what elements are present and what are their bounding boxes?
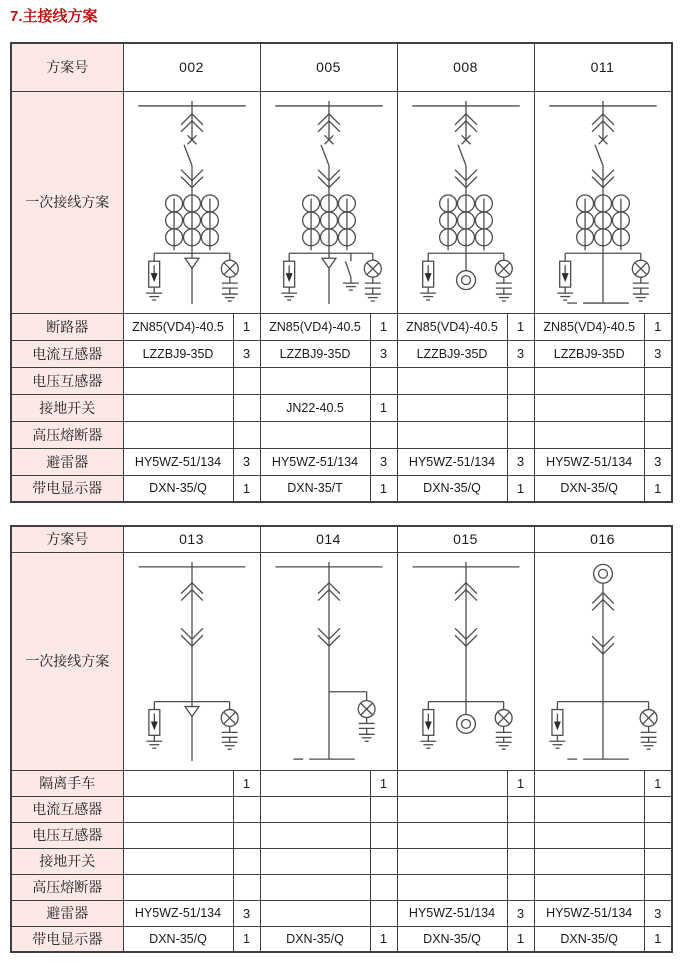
scheme-number-014: 014	[260, 526, 397, 552]
model-cell: HY5WZ-51/134	[123, 448, 233, 475]
qty-cell	[233, 874, 260, 900]
qty-cell	[370, 367, 397, 394]
scheme-number-002: 002	[123, 43, 260, 91]
ground-icon	[495, 294, 511, 301]
model-cell: JN22-40.5	[260, 394, 370, 421]
model-cell	[260, 770, 370, 796]
live-display-lamp-icon	[640, 702, 657, 727]
component-label: 避雷器	[11, 900, 123, 926]
scheme-no-header: 方案号	[11, 526, 123, 552]
feeder-triangle-icon	[185, 258, 199, 268]
qty-cell: 3	[233, 340, 260, 367]
model-cell: DXN-35/Q	[123, 475, 233, 502]
component-label: 接地开关	[11, 848, 123, 874]
one-line-diagram-cell-013	[123, 552, 260, 770]
model-cell	[397, 822, 507, 848]
model-cell: DXN-35/Q	[397, 475, 507, 502]
scheme-number-005: 005	[260, 43, 397, 91]
ground-icon	[640, 742, 656, 749]
live-display-lamp-icon	[364, 253, 381, 277]
model-cell: DXN-35/Q	[260, 926, 370, 952]
ground-icon	[549, 741, 565, 748]
model-cell: DXN-35/Q	[123, 926, 233, 952]
cable-terminal-icon	[456, 271, 475, 290]
live-display-lamp-icon	[221, 702, 238, 727]
qty-cell: 1	[507, 926, 534, 952]
qty-cell	[233, 848, 260, 874]
capacitor-icon	[221, 732, 237, 737]
scheme-table-1	[10, 42, 673, 503]
component-label: 高压熔断器	[11, 421, 123, 448]
qty-cell	[233, 421, 260, 448]
one-line-diagram-cell-014	[260, 552, 397, 770]
model-cell: DXN-35/Q	[534, 475, 644, 502]
model-cell: DXN-35/T	[260, 475, 370, 502]
live-display-lamp-icon	[495, 702, 512, 727]
qty-cell: 1	[370, 475, 397, 502]
qty-cell	[644, 822, 671, 848]
qty-cell	[644, 796, 671, 822]
qty-cell	[507, 394, 534, 421]
ground-icon	[557, 293, 573, 300]
model-cell	[260, 900, 370, 926]
scheme-number-013: 013	[123, 526, 260, 552]
capacitor-icon	[364, 283, 380, 288]
component-label: 电流互感器	[11, 796, 123, 822]
qty-cell: 3	[233, 900, 260, 926]
ground-icon	[146, 293, 162, 300]
surge-arrester-icon	[559, 253, 570, 293]
ground-icon	[281, 293, 297, 300]
model-cell	[397, 796, 507, 822]
busbar	[275, 562, 382, 567]
ground-icon	[146, 741, 162, 748]
capacitor-icon	[495, 283, 511, 288]
qty-cell: 3	[644, 448, 671, 475]
qty-cell	[644, 848, 671, 874]
qty-cell	[507, 796, 534, 822]
model-cell	[260, 796, 370, 822]
one-line-diagram-008	[398, 92, 534, 312]
scheme-no-header: 方案号	[11, 43, 123, 91]
busbar	[549, 101, 657, 106]
model-cell	[397, 421, 507, 448]
one-line-diagram-014	[261, 553, 397, 769]
model-cell: HY5WZ-51/134	[260, 448, 370, 475]
component-label: 避雷器	[11, 448, 123, 475]
capacitor-icon	[640, 732, 656, 737]
model-cell: DXN-35/Q	[534, 926, 644, 952]
qty-cell: 1	[233, 313, 260, 340]
qty-cell	[644, 367, 671, 394]
qty-cell: 3	[644, 900, 671, 926]
busbar	[275, 101, 383, 106]
component-label: 隔离手车	[11, 770, 123, 796]
model-cell	[397, 848, 507, 874]
model-cell	[260, 421, 370, 448]
scheme-number-016: 016	[534, 526, 672, 552]
one-line-diagram-cell-002	[123, 91, 260, 313]
qty-cell: 3	[233, 448, 260, 475]
qty-cell: 1	[233, 475, 260, 502]
qty-cell: 1	[370, 770, 397, 796]
qty-cell: 3	[507, 448, 534, 475]
surge-arrester-icon	[422, 253, 433, 293]
circuit-breaker-icon	[458, 135, 470, 165]
diagram-row-label: 一次接线方案	[11, 552, 123, 770]
qty-cell: 3	[507, 340, 534, 367]
qty-cell	[507, 848, 534, 874]
cable-terminal-icon	[593, 564, 612, 583]
qty-cell: 3	[507, 900, 534, 926]
model-cell: LZZBJ9-35D	[534, 340, 644, 367]
qty-cell	[233, 822, 260, 848]
qty-cell	[644, 421, 671, 448]
ground-icon	[221, 294, 237, 301]
qty-cell: 1	[644, 926, 671, 952]
model-cell	[260, 367, 370, 394]
page-title: 7.主接线方案	[10, 8, 98, 25]
model-cell: ZN85(VD4)-40.5	[260, 313, 370, 340]
qty-cell	[370, 421, 397, 448]
model-cell: HY5WZ-51/134	[123, 900, 233, 926]
circuit-breaker-icon	[595, 135, 607, 165]
qty-cell	[507, 367, 534, 394]
live-display-lamp-icon	[358, 692, 375, 718]
qty-cell: 1	[644, 475, 671, 502]
busbar	[138, 562, 245, 567]
model-cell	[123, 770, 233, 796]
one-line-diagram-011	[535, 92, 671, 312]
one-line-diagram-cell-011	[534, 91, 672, 313]
qty-cell	[507, 822, 534, 848]
model-cell	[260, 848, 370, 874]
ground-icon	[221, 742, 237, 749]
capacitor-icon	[632, 283, 648, 288]
qty-cell	[233, 394, 260, 421]
model-cell	[534, 770, 644, 796]
component-label: 高压熔断器	[11, 874, 123, 900]
qty-cell	[370, 848, 397, 874]
diagram-row-label: 一次接线方案	[11, 91, 123, 313]
qty-cell: 1	[507, 313, 534, 340]
model-cell: ZN85(VD4)-40.5	[123, 313, 233, 340]
ground-icon	[364, 294, 380, 301]
live-display-lamp-icon	[632, 253, 649, 277]
qty-cell	[507, 421, 534, 448]
model-cell	[123, 848, 233, 874]
qty-cell	[644, 394, 671, 421]
model-cell: HY5WZ-51/134	[397, 900, 507, 926]
qty-cell	[644, 874, 671, 900]
qty-cell: 1	[370, 394, 397, 421]
component-label: 带电显示器	[11, 926, 123, 952]
feeder-triangle-icon	[185, 707, 199, 717]
busbar	[412, 101, 520, 106]
scheme-number-008: 008	[397, 43, 534, 91]
model-cell	[123, 874, 233, 900]
model-cell	[123, 421, 233, 448]
one-line-diagram-002	[124, 92, 260, 312]
one-line-diagram-005	[261, 92, 397, 312]
component-label: 电压互感器	[11, 822, 123, 848]
surge-arrester-icon	[422, 702, 433, 742]
qty-cell	[370, 822, 397, 848]
grounding-switch-icon	[342, 253, 358, 290]
one-line-diagram-cell-005	[260, 91, 397, 313]
one-line-diagram-cell-008	[397, 91, 534, 313]
model-cell	[534, 822, 644, 848]
qty-cell: 1	[507, 475, 534, 502]
qty-cell: 1	[233, 770, 260, 796]
one-line-diagram-cell-015	[397, 552, 534, 770]
model-cell	[534, 796, 644, 822]
qty-cell	[233, 796, 260, 822]
qty-cell: 3	[644, 340, 671, 367]
live-display-lamp-icon	[221, 253, 238, 277]
model-cell	[534, 874, 644, 900]
model-cell	[534, 394, 644, 421]
ground-icon	[632, 294, 648, 301]
qty-cell: 1	[644, 770, 671, 796]
scheme-table-2	[10, 525, 673, 953]
model-cell	[123, 796, 233, 822]
ground-icon	[420, 293, 436, 300]
circuit-breaker-icon	[321, 135, 333, 165]
one-line-diagram-015	[398, 553, 534, 769]
model-cell	[123, 367, 233, 394]
capacitor-icon	[495, 732, 511, 737]
surge-arrester-icon	[148, 253, 159, 293]
one-line-diagram-016	[535, 553, 671, 769]
model-cell	[123, 394, 233, 421]
surge-arrester-icon	[283, 253, 294, 293]
component-label: 电流互感器	[11, 340, 123, 367]
circuit-breaker-icon	[184, 135, 196, 165]
model-cell	[534, 421, 644, 448]
model-cell: HY5WZ-51/134	[534, 448, 644, 475]
model-cell: LZZBJ9-35D	[397, 340, 507, 367]
component-label: 电压互感器	[11, 367, 123, 394]
cable-terminal-icon	[456, 715, 475, 734]
one-line-diagram-cell-016	[534, 552, 672, 770]
component-label: 断路器	[11, 313, 123, 340]
qty-cell	[370, 900, 397, 926]
qty-cell: 1	[370, 313, 397, 340]
one-line-diagram-013	[124, 553, 260, 769]
qty-cell	[370, 874, 397, 900]
ground-icon	[358, 734, 374, 741]
model-cell	[534, 848, 644, 874]
feeder-triangle-icon	[322, 258, 336, 268]
model-cell	[260, 874, 370, 900]
ground-icon	[420, 741, 436, 748]
model-cell	[397, 770, 507, 796]
capacitor-icon	[358, 723, 374, 728]
model-cell: ZN85(VD4)-40.5	[397, 313, 507, 340]
model-cell: LZZBJ9-35D	[123, 340, 233, 367]
component-label: 接地开关	[11, 394, 123, 421]
qty-cell: 1	[507, 770, 534, 796]
model-cell: ZN85(VD4)-40.5	[534, 313, 644, 340]
qty-cell: 3	[370, 448, 397, 475]
component-label: 带电显示器	[11, 475, 123, 502]
model-cell	[397, 394, 507, 421]
capacitor-icon	[221, 283, 237, 288]
qty-cell	[233, 367, 260, 394]
ground-icon	[495, 742, 511, 749]
surge-arrester-icon	[148, 702, 159, 742]
qty-cell	[370, 796, 397, 822]
busbar	[138, 101, 246, 106]
model-cell: HY5WZ-51/134	[397, 448, 507, 475]
live-display-lamp-icon	[495, 253, 512, 277]
busbar	[412, 562, 519, 567]
qty-cell: 3	[370, 340, 397, 367]
model-cell	[260, 822, 370, 848]
model-cell	[534, 367, 644, 394]
model-cell: HY5WZ-51/134	[534, 900, 644, 926]
model-cell: LZZBJ9-35D	[260, 340, 370, 367]
qty-cell	[507, 874, 534, 900]
surge-arrester-icon	[551, 702, 562, 742]
model-cell	[123, 822, 233, 848]
model-cell	[397, 874, 507, 900]
model-cell	[397, 367, 507, 394]
qty-cell: 1	[644, 313, 671, 340]
scheme-number-011: 011	[534, 43, 672, 91]
scheme-number-015: 015	[397, 526, 534, 552]
qty-cell: 1	[370, 926, 397, 952]
model-cell: DXN-35/Q	[397, 926, 507, 952]
qty-cell: 1	[233, 926, 260, 952]
